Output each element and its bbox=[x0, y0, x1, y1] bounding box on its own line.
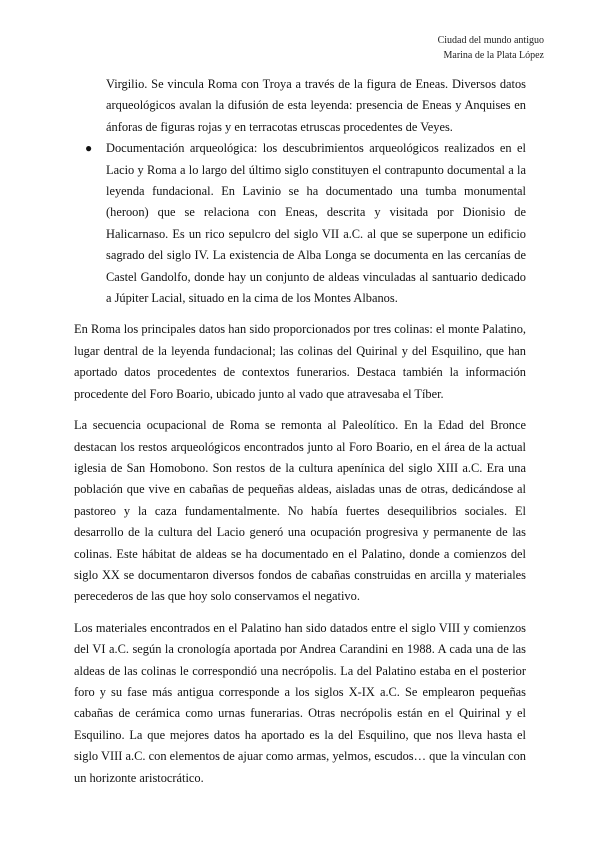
document-body bbox=[74, 74, 526, 789]
bullet-item bbox=[85, 138, 526, 309]
paragraph: La secuencia ocupacional de Roma se remonta al Paleolítico. En la Edad del Bronce destacan los restos arqueológicos encontrados junto al Foro Boario, en el área de la actual iglesia de San Homobono. Son restos de la cultura apenínica del siglo XIII a.C. Era una población que vive en cabañas de pequeñas aldeas, aisladas unas de otras, dedicándose al pastoreo y la caza fundamentalmente. No había fuertes desequilibrios sociales. El desarrollo de la cultura del Lacio generó una ocupación progresiva y permanente de las colinas. Este hábitat de aldeas se ha documentado en el Palatino, donde a comienzos del siglo XX se documentaron diversos fondos de cabañas construidas en arcilla y materiales perecederos de las que hoy solo conservamos el negativo. bbox=[74, 418, 526, 604]
header-author-name: Marina de la Plata López bbox=[443, 50, 544, 61]
bullet-continuation-text: Virgilio. Se vincula Roma con Troya a través de la figura de Eneas. Diversos datos arqueológicos avalan la difusión de esta leyenda: presencia de Eneas y Anquises en ánforas de figuras rojas y en terracotas etruscas procedentes de Veyes. bbox=[106, 77, 526, 134]
page-header bbox=[438, 33, 544, 63]
bullet-list bbox=[85, 74, 526, 309]
paragraph: Los materiales encontrados en el Palatino han sido datados entre el siglo VIII y comienzos del VI a.C. según la cronología aportada por Andrea Carandini en 1988. A cada una de las aldeas de las colinas le correspondió una necrópolis. La del Palatino estaba en el posterior foro y su fase más antigua corresponde a los siglos X-IX a.C. Se emplearon pequeñas cabañas de cerámica como urnas funerarias. Otras necrópolis están en el Quirinal y el Esquilino. La que mejores datos ha aportado es la del Esquilino, que nos lleva hasta el siglo VIII a.C. con elementos de ajuar como armas, yelmos, escudos… que la vinculan con un horizonte aristocrático. bbox=[74, 620, 526, 785]
header-course-title: Ciudad del mundo antiguo bbox=[437, 35, 544, 46]
bullet-item-text: Documentación arqueológica: los descubrimientos arqueológicos realizados en el Lacio y Roma a lo largo del último siglo constituyen el contrapunto documental a la leyenda fundacional. En Lavinio se ha documentado una tumba monumental (heroon) que se relaciona con Eneas, descrita y visitada por Dionisio de Halicarnaso. Es un rico sepulcro del siglo VII a.C. al que se superpone un edificio sagrado del siglo IV. La existencia de Alba Longa se documenta en las cercanías de Castel Gandolfo, donde hay un conjunto de aldeas vinculadas al santuario dedicado a Júpiter Lacial, situado en la cima de los Montes Albanos. bbox=[106, 141, 526, 306]
bullet-icon: ● bbox=[85, 141, 93, 156]
paragraph: En Roma los principales datos han sido proporcionados por tres colinas: el monte Palatino, lugar dentral de la leyenda fundacional; las colinas del Quirinal y del Esquilino, que han aportado datos procedentes de contextos funerarios. Destaca también la información procedente del Foro Boario, ubicado junto al vado que atravesaba el Tíber. bbox=[74, 322, 526, 401]
